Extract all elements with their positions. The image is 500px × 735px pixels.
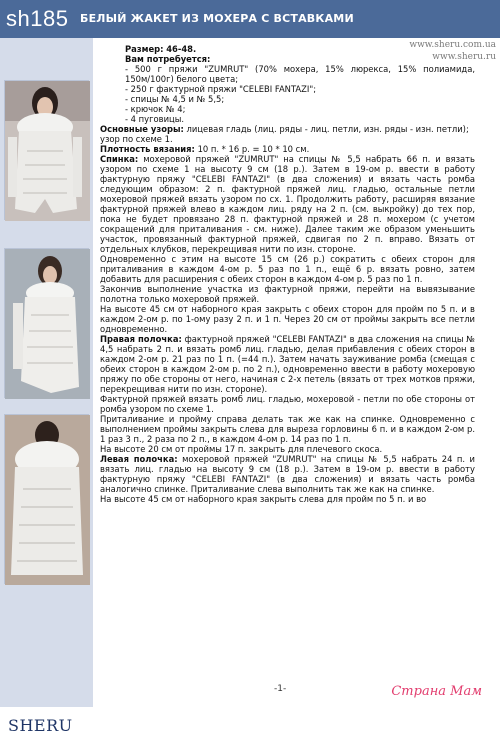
photo-sidebar	[0, 38, 93, 735]
paragraph-label: Спинка:	[100, 154, 139, 164]
paragraph-pattern-scheme	[100, 134, 475, 144]
page-number: -1-	[274, 684, 287, 694]
paragraph-text: Приталивание и пройму справа делать так же как на спинке. Одновременно с выполнением проймы закрыть слева для выреза горловины 6 п. и в каждом 2-ом р. 1 раз 3 п., 2 раза по 2 п., в каждом 4-ом р. 14 раз по 1 п.	[100, 414, 475, 444]
pattern-code: sh185	[6, 6, 69, 31]
paragraph-text: лицевая гладь (лиц. ряды - лиц. петли, изн. ряды - изн. петли);	[183, 124, 469, 134]
requirement-item: - 250 г фактурной пряжи "CELEBI FANTAZI";	[125, 84, 317, 94]
paragraph-text: Фактурной пряжей вязать ромб лиц. гладью, мохеровой - петли по обе стороны от ромба узором по схеме 1.	[100, 394, 475, 414]
paragraph-text: узор по схеме 1.	[100, 134, 173, 144]
paragraph-left-front-armhole	[100, 494, 475, 504]
watermark-logo: Страна Мам	[391, 684, 482, 699]
requirement-item: - 4 пуговицы.	[125, 114, 184, 124]
site-url-ua[interactable]: www.sheru.com.ua	[409, 40, 496, 50]
paragraph-text: На высоте 45 см от наборного края закрыть с обеих сторон для пройм по 5 п. и в каждом 2-ом р. по 1-ому разу 2 п. и 1 п. Через 20 см от проймы закрыть все петли одновременно.	[100, 304, 475, 334]
paragraph-text: 10 п. * 16 р. = 10 * 10 см.	[194, 144, 310, 154]
photo-model-back	[4, 414, 89, 584]
requirements-block	[100, 44, 475, 124]
photo-model-front	[4, 80, 89, 220]
paragraph-text: На высоте 20 см от проймы 17 п. закрыть для плечевого скоса.	[100, 444, 383, 454]
site-url-ru[interactable]: www.sheru.ru	[432, 52, 496, 62]
paragraph-text: Одновременно с этим на высоте 15 см (26 р.) сократить с обеих сторон для приталивания в каждом 4-ом р. 5 раз по 1 п., ещё 6 р. вязать ровно, затем добавить для расширения с обеих сторон в каждом 4-ом р. 5 раз по 1 п.	[100, 254, 475, 284]
needed-label: Вам потребуется:	[125, 54, 211, 64]
paragraph-right-front-rhomb	[100, 394, 475, 414]
requirement-item: - 500 г пряжи "ZUMRUT" (70% мохера, 15% люрекса, 15% полиамида, 150м/100г) белого цвета;	[125, 64, 475, 84]
page-title: БЕЛЫЙ ЖАКЕТ ИЗ МОХЕРА С ВСТАВКАМИ	[80, 12, 354, 25]
paragraph-back-armhole	[100, 304, 475, 334]
pattern-description	[100, 44, 475, 504]
size-line	[125, 44, 475, 54]
paragraph-gauge	[100, 144, 475, 154]
requirement-item: - крючок № 4;	[125, 104, 186, 114]
paragraph-left-front	[100, 454, 475, 494]
paragraph-text: мохеровой пряжей "ZUMRUT" на спицы № 5,5 набрать 66 п. и вязать узором по схеме 1 на высоту 9 см (18 р.). Затем в 19-ом р. ввести в работу фактурную пряжу "CELEBI FANTAZI" (в два сложения) и вязать часть ромба следующим образом: 2 п. фактурной пряжей лиц. гладью, остальные петли мохеровой пряжей вязать узором по сх. 1. Продолжить работу, расширяя вязание фактурной пряжей влево в каждом лиц. ряду на 2 п. (см. выкройку) до тех пор, пока не будет провязано 28 п. фактурной пряжей и 28 п. мохером (с учетом сокращений для приталивания - см. ниже). Далее таким же образом уменьшить участок, провязанный фактурной пряжей, сдвигая по 2 п. вправо. Вязать от отдельных клубков, перекрещивая нити по изн. стороне.	[100, 154, 475, 254]
paragraph-text: фактурной пряжей "CELEBI FANTAZI" в два сложения на спицы № 4,5 набрать 2 п. и вязать ромб лиц. гладью, делая прибавления с обеих сторон в каждом 2-ом р. 21 раз по 1 п. (=44 п.). Затем начать зауживание ромба (смещая с обеих сторон в каждом 2-ом р. по 2 п.), одновременно ввести в работу мохеровую пряжу по обе стороны от него, начиная с 2-х петель (вязать от трех мотков пряжи, перекрещивая нити по изн. стороне).	[100, 334, 476, 394]
paragraph-back-shaping	[100, 254, 475, 284]
header-bar	[0, 0, 500, 38]
paragraph-label: Правая полочка:	[100, 334, 182, 344]
paragraph-right-front-neck	[100, 414, 475, 444]
paragraph-right-front	[100, 334, 475, 394]
paragraph-label: Основные узоры:	[100, 124, 184, 134]
size-label: Размер:	[125, 44, 164, 54]
paragraph-text: На высоте 45 см от наборного края закрыть слева для пройм по 5 п. и во	[100, 494, 427, 504]
paragraph-back	[100, 154, 475, 254]
brand-logo: SHERU	[8, 716, 73, 735]
paragraph-back-mohair	[100, 284, 475, 304]
paragraph-label: Левая полочка:	[100, 454, 178, 464]
photo-model-side	[4, 248, 89, 398]
paragraph-right-front-shoulder	[100, 444, 475, 454]
paragraph-main-patterns	[100, 124, 475, 134]
paragraph-text: Закончив выполнение участка из фактурной пряжи, перейти на вывязывание полотна только мохеровой пряжей.	[100, 284, 475, 304]
size-value: 46-48.	[166, 44, 197, 54]
paragraph-label: Плотность вязания:	[100, 144, 195, 154]
requirement-item: - спицы № 4,5 и № 5,5;	[125, 94, 225, 104]
paragraph-text: мохеровой пряжей "ZUMRUT" на спицы № 5,5 набрать 24 п. и вязать лиц. гладью на высоту 9 см (18 р.). Затем в 19-ом р. ввести в работу фактурную пряжу "CELEBI FANTAZI" (в два сложения) и вязать часть ромба аналогично спинке. Приталивание слева выполнить так же как на спинке.	[100, 454, 476, 494]
